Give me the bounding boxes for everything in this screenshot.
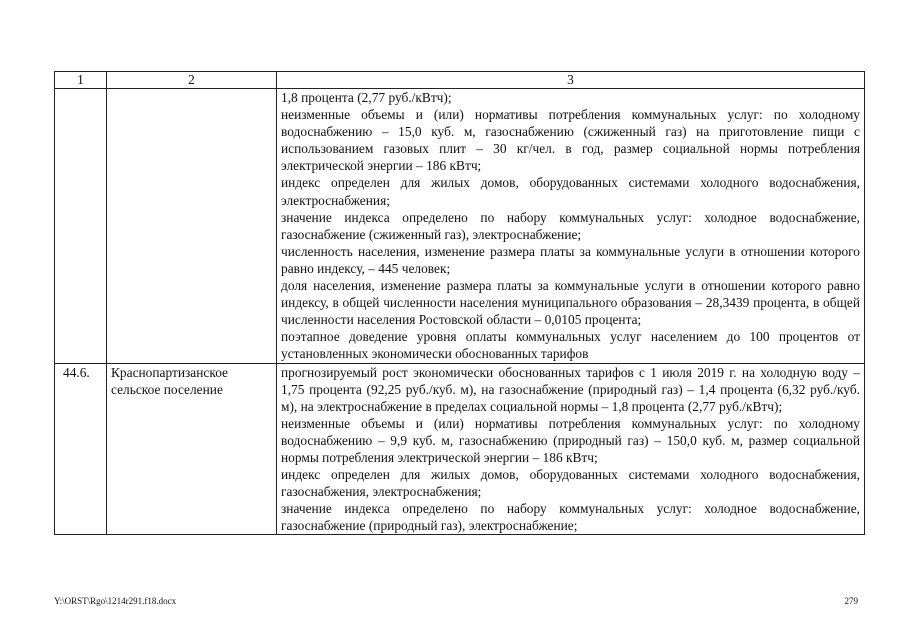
row-number: [55, 89, 107, 364]
description-line: индекс определен для жилых домов, оборудованных системами холодного водоснабжения, газоснабжения, электроснабжения;: [281, 467, 860, 500]
settlement-name: [107, 89, 277, 364]
header-col-2: 2: [107, 72, 277, 89]
settlement-name: Краснопартизанское сельское поселение: [107, 363, 277, 535]
header-col-3: 3: [277, 72, 865, 89]
header-col-1: 1: [55, 72, 107, 89]
description-line: индекс определен для жилых домов, оборудованных системами холодного водоснабжения, электроснабжения;: [281, 175, 860, 208]
description-line: значение индекса определено по набору коммунальных услуг: холодное водоснабжение, газоснабжение (сжиженный газ), электроснабжение;: [281, 209, 860, 242]
table-row-44-6: [55, 363, 865, 535]
row-number: 44.6.: [55, 363, 107, 535]
description-line: неизменные объемы и (или) нормативы потребления коммунальных услуг: по холодному водоснабжению – 15,0 куб. м, газоснабжению (сжиженный газ) на приготовление пищи с использованием газовых плит – 30 кг/чел. в год, размер социальной нормы потребления электрической энергии – 186 кВтч;: [281, 107, 860, 174]
document-table: [54, 71, 865, 535]
description-line: значение индекса определено по набору коммунальных услуг: холодное водоснабжение, газоснабжение (природный газ), электроснабжение;: [281, 501, 860, 534]
description-line: неизменные объемы и (или) нормативы потребления коммунальных услуг: по холодному водоснабжению – 9,9 куб. м, газоснабжению (природный газ) – 150,0 куб. м, размер социальной нормы потребления электрической энергии – 186 кВтч;: [281, 415, 860, 465]
description-line: 1,8 процента (2,77 руб./кВтч);: [281, 90, 452, 105]
footer-file-path: Y:\ORST\Rgo\1214r291.f18.docx: [54, 596, 177, 606]
description-line: доля населения, изменение размера платы за коммунальные услуги в отношении которого равно индексу, в общей численности населения муниципального образования – 28,3439 процента, в общей численности населения Ростовской области – 0,0105 процента;: [281, 278, 860, 328]
table-row-continued: [55, 89, 865, 364]
row-description: [277, 89, 865, 364]
description-line: поэтапное доведение уровня оплаты коммунальных услуг населением до 100 процентов от установленных экономически обоснованных тарифов: [281, 329, 860, 362]
table-header-row: [55, 72, 865, 89]
description-line: прогнозируемый рост экономически обоснованных тарифов с 1 июля 2019 г. на холодную воду – 1,75 процента (92,25 руб./куб. м), на газоснабжение (природный газ) – 1,4 процента (6,32 руб./куб. м), на электроснабжение в пределах социальной нормы – 1,8 процента (2,77 руб./кВтч);: [281, 364, 860, 414]
description-line: численность населения, изменение размера платы за коммунальные услуги в отношении которого равно индексу, – 445 человек;: [281, 243, 860, 276]
footer-page-number: 279: [844, 596, 858, 606]
row-description: [277, 363, 865, 535]
